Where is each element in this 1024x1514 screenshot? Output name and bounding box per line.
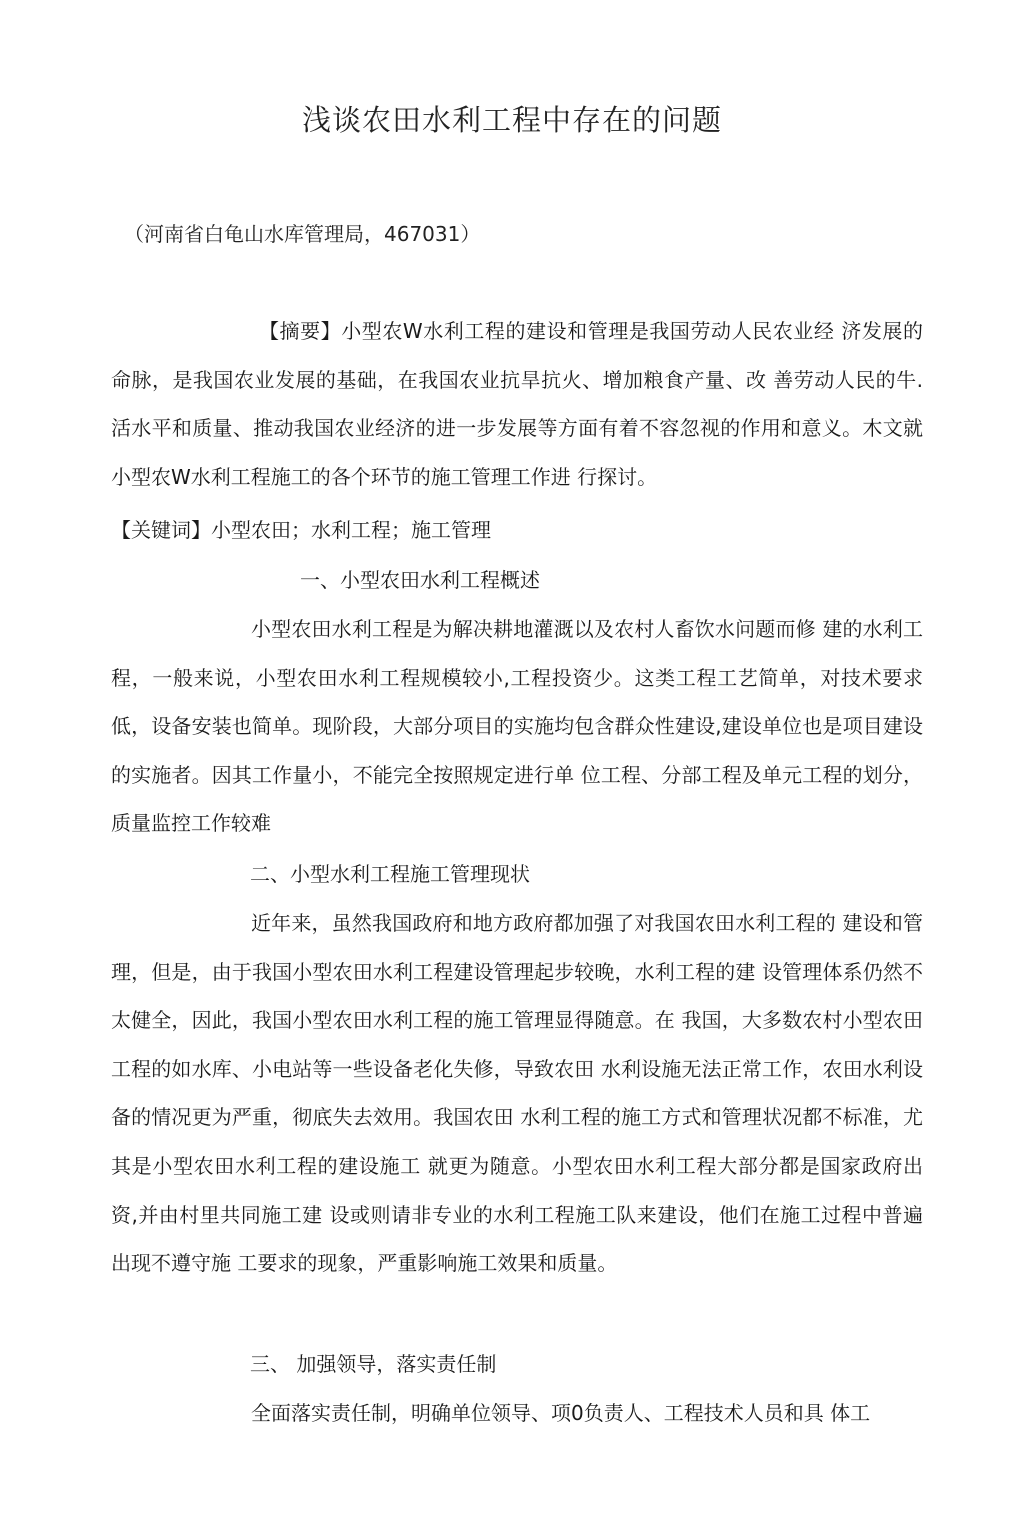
abstract-paragraph: 【摘要】小型农W水利工程的建设和管理是我国劳动人民农业经 济发展的命脉，是我国农业发展的基础，在我国农业抗旱抗火、增加粮食产量、改 善劳动人民的牛.活水平和质量、推动我国农业经济的进一步发展等方面有着不容忽视的作用和意义。木文就小型农W水利工程施工的各个环节的施工管理工作进 行探讨。 (111, 319, 923, 489)
section-2-paragraph: 近年来，虽然我国政府和地方政府都加强了对我国农田水利工程的 建设和管理，但是，由于我国小型农田水利工程建设管理起步较晚，水利工程的建 设管理体系仍然不太健全，因此，我国小型农田水利工程的施工管理显得随意。在 我国，大多数农村小型农田工程的如水库、小电站等一些设备老化失修，导致农田 水利设施无法正常工作，农田水利设备的情况更为严重，彻底失去效用。我国农田 水利工程的施工方式和管理状况都不标准，尤其是小型农田水利工程的建设施工 就更为随意。小型农田水利工程大部分都是国家政府出资,并由村里共同施工建 设或则请非专业的水利工程施工队来建设，他们在施工过程中普遍出现不遵守施 工要求的现象，严重影响施工效果和质量。 (111, 911, 923, 1276)
document-title: 浅谈农田水利工程中存在的问题 (301, 103, 722, 137)
section-3-heading: 三、 加强领导，落实责任制 (250, 1352, 497, 1376)
section-3-paragraph: 全面落实责任制，明确单位领导、项0负责人、工程技术人员和具 体工 (251, 1401, 871, 1425)
section-1-paragraph: 小型农田水利工程是为解决耕地灌溉以及农村人畜饮水问题而修 建的水利工程，一般来说，小型农田水利工程规模较小,工程投资少。这类工程工艺简单，对技术要求低，设备安装也简单。现阶段，大部分项目的实施均包含群众性建设,建设单位也是项目建设的实施者。因其工作量小，不能完全按照规定进行单 位工程、分部工程及单元工程的划分，质量监控工作较难 (111, 617, 923, 836)
section-2-heading: 二、小型水利工程施工管理现状 (250, 862, 530, 886)
section-1-heading: 一、小型农田水利工程概述 (300, 568, 540, 592)
affiliation: （河南省白龟山水库管理局，467031） (124, 222, 481, 246)
keywords-line: 【关键词】小型农田；水利工程；施工管理 (111, 518, 491, 542)
